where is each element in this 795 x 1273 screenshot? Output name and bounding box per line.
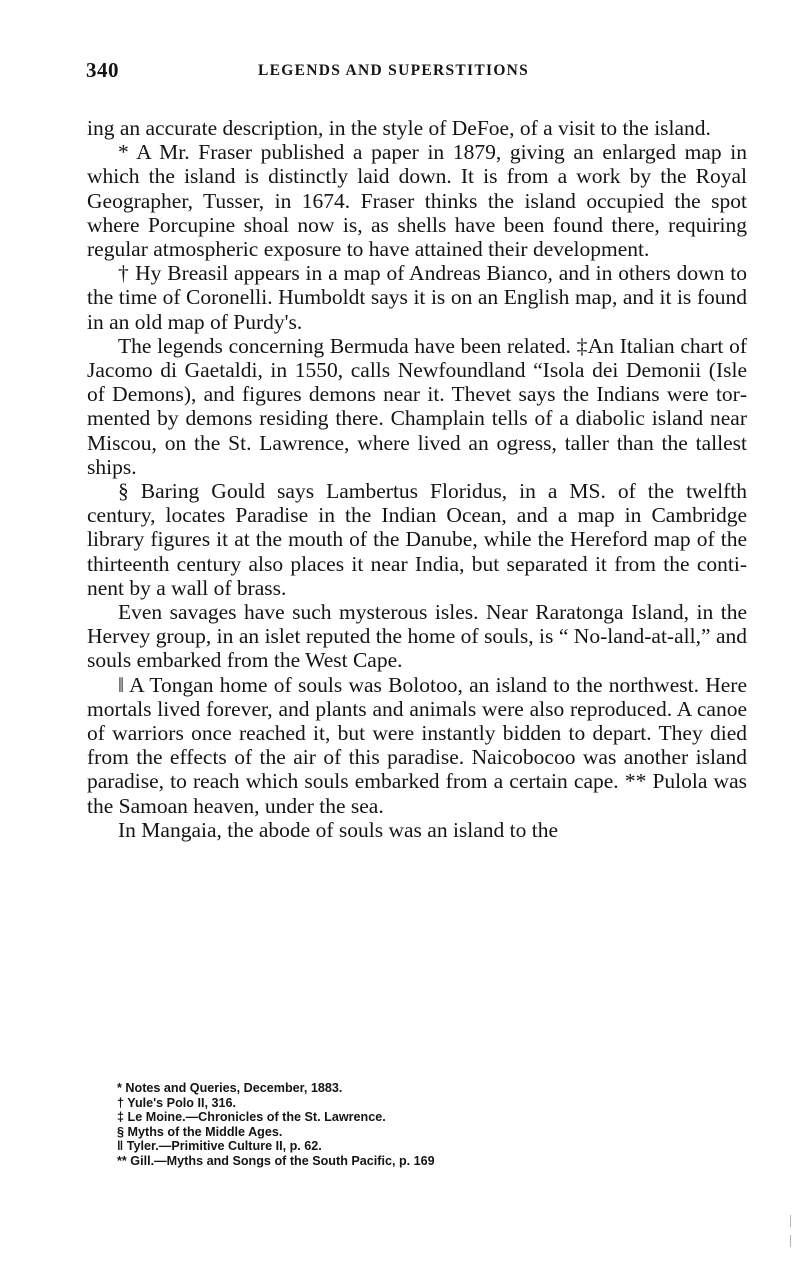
scan-edge-marks: [789, 1215, 793, 1265]
body-text: [87, 116, 747, 842]
footnote: ‖ Tyler.—Primitive Culture II, p. 62.: [117, 1139, 322, 1154]
scan-mark: [790, 1215, 791, 1227]
paragraph-paradise-maps: § Baring Gould says Lambertus Floridus, in a MS. of the twelfth century, locates Paradise in the Indian Ocean, and a map in Cambridge library figures it at the mouth of the Danube, while the Hereford map of the thirteenth century also places it near India, but separated it from the continent by a wall of brass.: [87, 479, 747, 600]
scan-mark: [790, 1235, 791, 1247]
footnote: * Notes and Queries, December, 1883.: [117, 1081, 343, 1095]
footnotes: [117, 1081, 637, 1169]
footnote: † Yule's Polo II, 316.: [117, 1095, 236, 1110]
footnote: ‡ Le Moine.—Chronicles of the St. Lawrence.: [117, 1110, 386, 1125]
page-number: 340: [86, 58, 119, 82]
paragraph-savage-isles: Even savages have such mysterous isles. Near Raratonga Island, in the Hervey group, in an islet reputed the home of souls, is “ No-land-at-all,” and souls embarked from the West Cape.: [87, 600, 747, 673]
paragraph-hy-breasil: † Hy Breasil appears in a map of Andreas Bianco, and in others down to the time of Coronelli. Humboldt says it is on an English map, and it is found in an old map of Purdy's.: [87, 261, 747, 334]
paragraph-fraser-map: * A Mr. Fraser published a paper in 1879, giving an enlarged map in which the island is distinctly laid down. It is from a work by the Royal Geographer, Tusser, in 1674. Fraser thinks the island occupied the spot where Porcupine shoal now is, as shells have been found there, requiring regular atmospheric exposure to have attained their development.: [87, 140, 747, 262]
footnote: § Myths of the Middle Ages.: [117, 1124, 283, 1139]
paragraph-mangaia: In Mangaia, the abode of souls was an island to the: [118, 817, 559, 842]
footnote: ** Gill.—Myths and Songs of the South Pacific, p. 169: [117, 1153, 435, 1168]
paragraph-tongan-home: ‖ A Tongan home of souls was Bolotoo, an island to the northwest. Here mortals lived forever, and plants and animals were also reproduced. A canoe of warriors once reached it, but were instantly bidden to depart. They died from the effects of the air of this paradise. Naicobocoo was another island paradise, to reach which souls embarked from a certain cape. ** Pulola was the Samoan heaven, under the sea.: [87, 672, 747, 818]
running-head: LEGENDS AND SUPERSTITIONS: [258, 62, 530, 79]
page-header: [86, 58, 748, 86]
paragraph-continuation: ing an accurate description, in the style of DeFoe, of a visit to the island.: [87, 116, 711, 140]
paragraph-bermuda-legends: The legends concerning Bermuda have been related. ‡An Italian chart of Jacomo di Gaetaldi, in 1550, calls Newfoundland “Isola dei Demonii (Isle of Demons), and figures demons near it. Thevet says the Indians were tormented by demons residing there. Champlain tells of a diabolic island near Miscou, on the St. Lawrence, where lived an ogress, taller than the tallest ships.: [87, 333, 747, 479]
